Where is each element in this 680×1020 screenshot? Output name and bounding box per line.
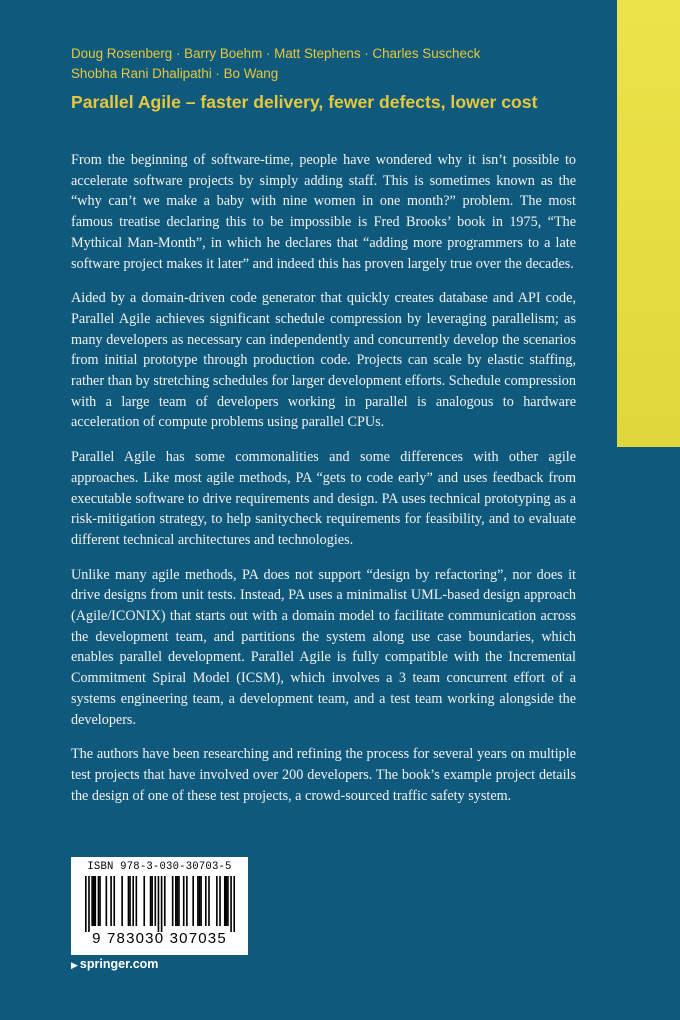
barcode-bar bbox=[157, 876, 159, 932]
blurb-paragraph: From the beginning of software-time, people have wondered why it isn’t possible to accelerate software projects by simply adding staff. This is sometimes known as the “why can’t we make a baby with nine women in one month?” problem. The most famous treatise declaring this to be impossible is Fred Brooks’ book in 1975, “The Mythical Man-Month”, in which he declares that “adding more programmers to a late software project makes it later” and indeed this has proven largely true over the decades. bbox=[71, 152, 576, 272]
barcode-bar bbox=[135, 876, 137, 926]
barcode-bar bbox=[197, 876, 199, 926]
barcode-bar bbox=[176, 876, 178, 926]
barcode-bar bbox=[216, 876, 218, 926]
barcode-bar bbox=[91, 876, 93, 926]
blurb-paragraph: Unlike many agile methods, PA does not support “design by refactoring”, nor does it drive designs from unit tests. Instead, PA uses a minimalist UML-based design approach (Agile/ICONIX) that starts out with a domain model to facilitate communication across the development team, and partitions the system along use case boundaries, which enables parallel development. Parallel Agile is fully compatible with the Incremental Commitment Spiral Model (ICSM), which involves a 3 team concurrent effort of a systems engineering team, a development team, and a test team working alongside the developers. bbox=[71, 566, 576, 728]
barcode-bars bbox=[85, 876, 235, 932]
barcode-bar bbox=[151, 876, 153, 926]
barcode-bar bbox=[171, 876, 173, 926]
barcode-bar bbox=[227, 876, 229, 926]
barcode-digits: 9 783030 307035 bbox=[92, 930, 227, 947]
barcode-bar bbox=[143, 876, 145, 926]
barcode-bar bbox=[175, 876, 177, 926]
barcode-bar bbox=[121, 876, 123, 926]
barcode-bar bbox=[99, 876, 101, 926]
blurb-paragraph: The authors have been researching and refining the process for several years on multiple test projects that have involved over 200 developers. The book’s example project details the design of one of these test projects, a crowd-sourced traffic safety system. bbox=[71, 746, 576, 804]
barcode-bar bbox=[92, 876, 94, 926]
barcode-bar bbox=[160, 876, 162, 932]
barcode-bar bbox=[200, 876, 202, 926]
barcode-bar bbox=[178, 876, 180, 926]
blurb-paragraph: Parallel Agile has some commonalities and some differences with other agile approaches. Like most agile methods, PA “gets to code early” and uses feedback from executable software to drive requirements and design. PA uses technical prototyping as a risk-mitigation strategy, to help sanitycheck requirements for feasibility, and to evaluate different technical architectures and technologies. bbox=[71, 449, 576, 548]
barcode-bar bbox=[94, 876, 96, 926]
publisher-url: springer.com bbox=[79, 957, 159, 971]
barcode-bar bbox=[225, 876, 227, 926]
authors-line-1: Doug Rosenberg · Barry Boehm · Matt Stephens · Charles Suscheck bbox=[71, 46, 481, 61]
barcode-bar bbox=[88, 876, 90, 932]
author-list bbox=[71, 44, 591, 84]
arrow-right-icon: ▶ bbox=[71, 960, 78, 970]
barcode-bar bbox=[113, 876, 115, 926]
barcode-bar bbox=[233, 876, 235, 932]
blurb-paragraph: Aided by a domain-driven code generator that quickly creates database and API code, Parallel Agile achieves significant schedule compression by leveraging parallelism; as many developers as necessary can independently and concurrently develop the scenarios from initial prototype through production code. Projects can scale by elastic staffing, rather than by stretching schedules for larger development efforts. Schedule compression with a large team of developers working in parallel is analogous to hardware acceleration of compute problems using parallel CPUs. bbox=[71, 290, 576, 431]
back-cover-blurb bbox=[71, 150, 576, 820]
authors-line-2: Shobha Rani Dhalipathi · Bo Wang bbox=[71, 66, 279, 81]
barcode-bar bbox=[182, 876, 184, 926]
barcode-bar bbox=[110, 876, 112, 926]
barcode-bar bbox=[223, 876, 225, 926]
isbn-barcode bbox=[71, 857, 248, 955]
barcode-bar bbox=[127, 876, 129, 926]
barcode-bar bbox=[132, 876, 134, 926]
yellow-accent-strip bbox=[617, 0, 680, 447]
barcode-bar bbox=[205, 876, 207, 926]
barcode-bar bbox=[149, 876, 151, 926]
barcode-bar bbox=[154, 876, 156, 926]
barcode-bar bbox=[97, 876, 99, 926]
barcode-bar bbox=[85, 876, 87, 932]
barcode-bar bbox=[208, 876, 210, 926]
publisher-link[interactable] bbox=[71, 957, 158, 971]
barcode-bar bbox=[163, 876, 165, 926]
book-subtitle: Parallel Agile – faster delivery, fewer defects, lower cost bbox=[71, 92, 538, 112]
barcode-bar bbox=[105, 876, 107, 926]
barcode-bar bbox=[192, 876, 194, 926]
barcode-bar bbox=[230, 876, 232, 932]
barcode-bar bbox=[186, 876, 188, 926]
isbn-label: ISBN 978-3-030-30703-5 bbox=[87, 861, 232, 873]
barcode-bar bbox=[129, 876, 131, 926]
barcode-bar bbox=[198, 876, 200, 926]
barcode-bar bbox=[219, 876, 221, 926]
